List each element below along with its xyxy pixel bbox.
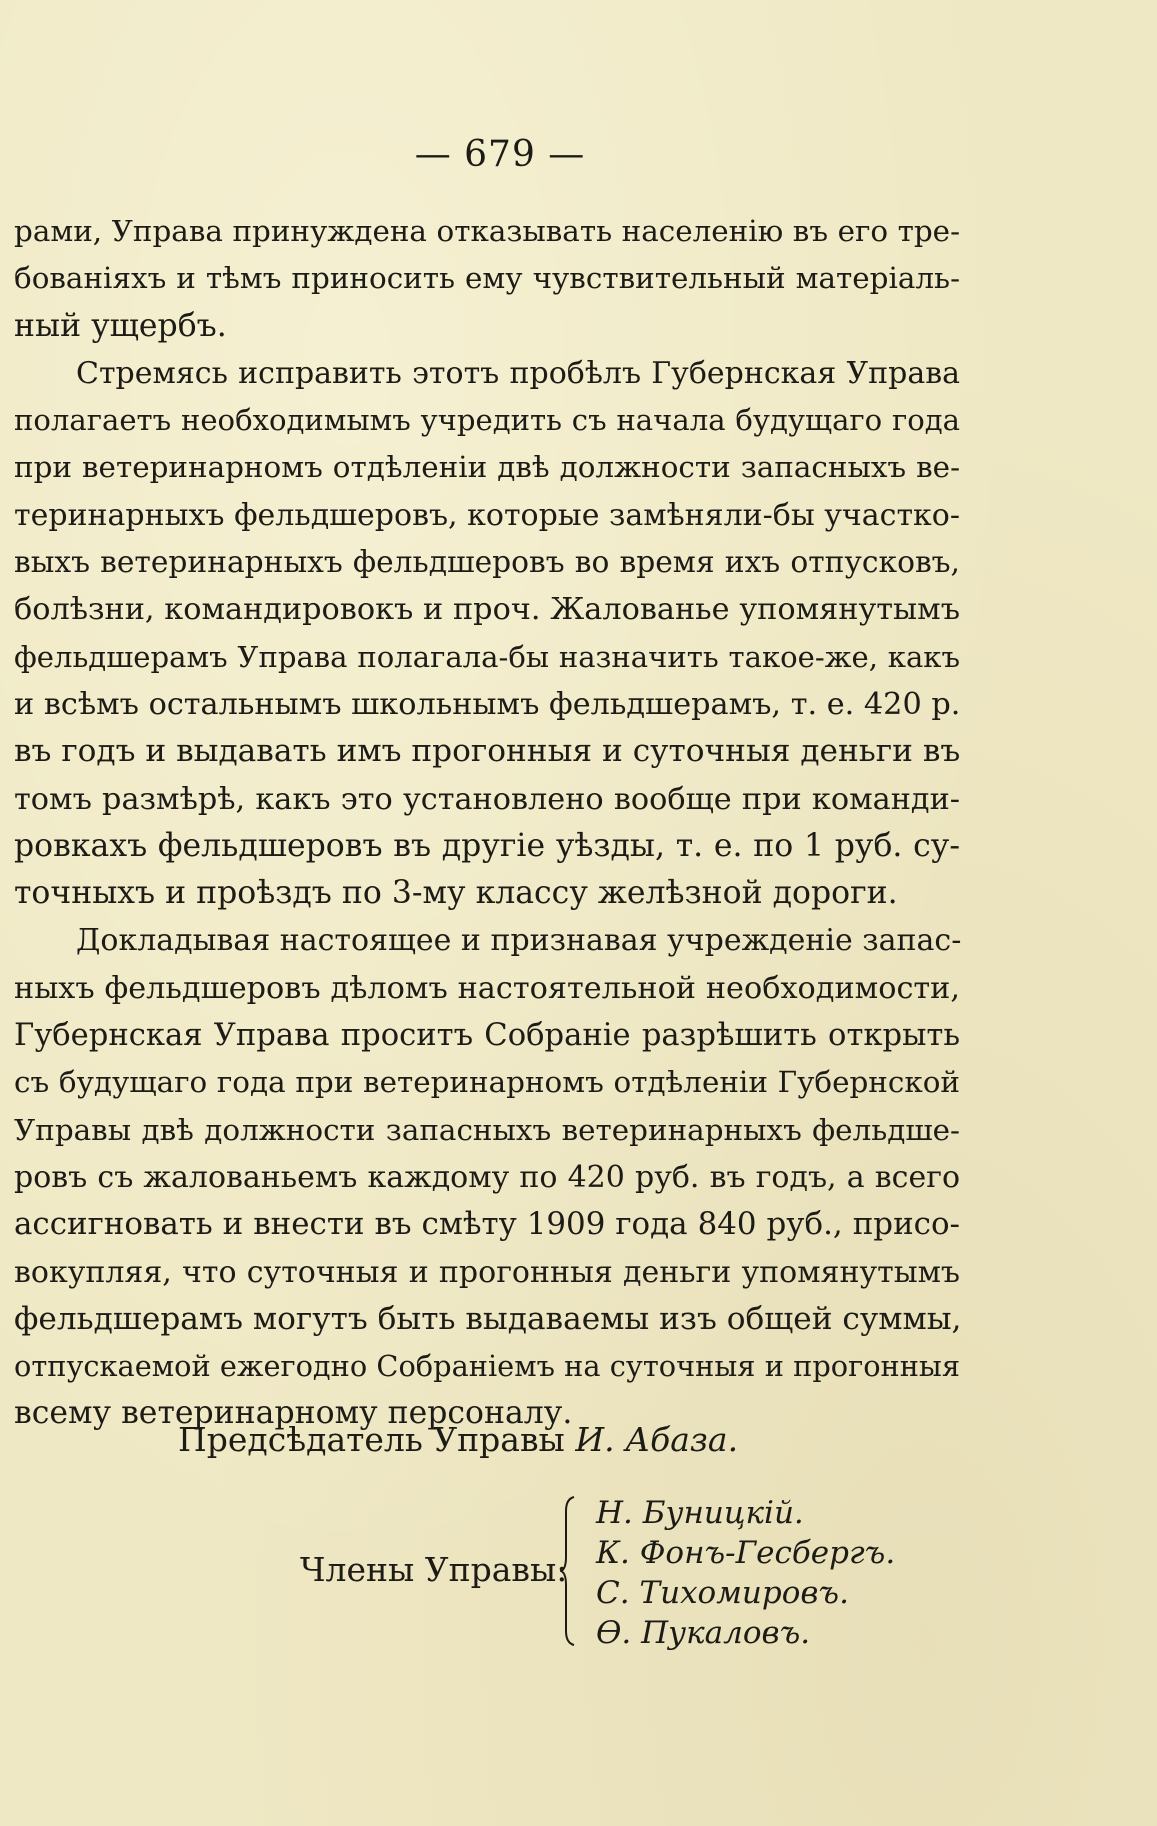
- text-line: и всѣмъ остальнымъ школьнымъ фельдшерамъ, т. е. 420 р.: [14, 686, 961, 722]
- text-line: выхъ ветеринарныхъ фельдшеровъ во время ихъ отпусковъ,: [14, 545, 960, 581]
- chairman-label: Предсѣдатель Управы: [178, 1420, 565, 1459]
- text-line: при ветеринарномъ отдѣленіи двѣ должности запасныхъ ве-: [14, 450, 960, 485]
- text-line: рами, Управа принуждена отказывать населенію въ его тре-: [14, 214, 960, 248]
- text-line: всему ветеринарному персоналу.: [14, 1395, 573, 1432]
- member-name: К. Фонъ-Гесбергъ.: [596, 1535, 896, 1571]
- members-list: [596, 1493, 895, 1653]
- text-line: полагаетъ необходимымъ учредить съ начала будущаго года: [14, 403, 960, 438]
- text-line: Губернская Управа проситъ Собраніе разрѣшить открыть: [14, 1018, 960, 1054]
- members-label: Члены Управы:: [300, 1550, 568, 1589]
- member-name: С. Тихомировъ.: [596, 1575, 849, 1611]
- text-line: ровъ съ жалованьемъ каждому по 420 руб. въ годъ, а всего: [14, 1159, 960, 1195]
- text-line: Управы двѣ должности запасныхъ ветеринарныхъ фельдше-: [14, 1112, 960, 1147]
- text-line: Докладывая настоящее и признавая учрежденіе запас-: [76, 923, 962, 959]
- text-line: точныхъ и проѣздъ по 3-му классу желѣзной дороги.: [14, 875, 898, 912]
- member-name: Ѳ. Пукаловъ.: [596, 1615, 811, 1651]
- chairman-name: И. Абаза.: [575, 1420, 739, 1459]
- text-line: фельдшерамъ Управа полагала-бы назначить такое-же, какъ: [14, 639, 960, 674]
- text-line: томъ размѣрѣ, какъ это установлено вообще при команди-: [14, 781, 960, 817]
- page-number: — 679 —: [414, 134, 586, 175]
- chairman-signature: [178, 1420, 738, 1459]
- body-text: [14, 208, 960, 1438]
- text-line: Стремясь исправить этотъ пробѣлъ Губернская Управа: [76, 355, 960, 391]
- text-line: ровкахъ фельдшеровъ въ другіе уѣзды, т. е. по 1 руб. су-: [14, 827, 960, 864]
- text-line: ассигновать и внести въ смѣту 1909 года 840 руб., присо-: [14, 1206, 960, 1243]
- text-line: въ годъ и выдавать имъ прогонныя и суточныя деньги въ: [14, 733, 961, 770]
- member-name: Н. Буницкій.: [596, 1495, 804, 1531]
- text-line: теринарныхъ фельдшеровъ, которые замѣняли-бы участко-: [14, 497, 960, 533]
- curly-brace-icon: [560, 1495, 578, 1647]
- text-line: вокупляя, что суточныя и прогонныя деньги упомянутымъ: [14, 1254, 960, 1290]
- text-line: бованіяхъ и тѣмъ приносить ему чувствительный матеріаль-: [14, 261, 960, 296]
- text-line: ныхъ фельдшеровъ дѣломъ настоятельной необходимости,: [14, 970, 960, 1006]
- text-line: болѣзни, командировокъ и проч. Жалованье упомянутымъ: [14, 592, 960, 628]
- text-line: фельдшерамъ могутъ быть выдаваемы изъ общей суммы,: [14, 1300, 962, 1337]
- text-line: ный ущербъ.: [14, 307, 227, 344]
- text-line: съ будущаго года при ветеринарномъ отдѣленіи Губернской: [14, 1065, 960, 1100]
- text-line: отпускаемой ежегодно Собраніемъ на суточныя и прогонныя: [14, 1349, 960, 1384]
